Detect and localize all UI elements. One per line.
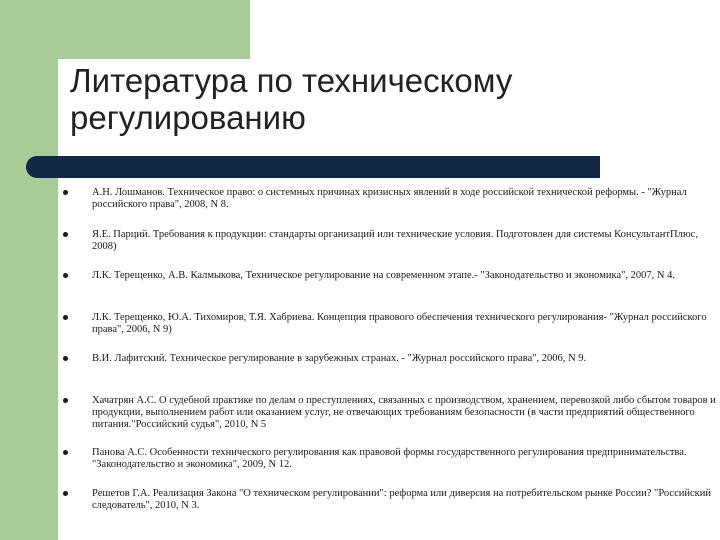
reference-text: Панова А.С. Особенности технического регулирования как правовой формы государственного регулирования предпринимательства. "Законодательство и экономика", 2009, N 12.	[92, 446, 687, 470]
reference-text: В.И. Лафитский. Техническое регулирование в зарубежных странах. - "Журнал российского права", 2006, N 9.	[92, 353, 587, 364]
bullet-icon	[63, 190, 68, 195]
bullet-icon	[63, 232, 68, 237]
reference-item	[60, 447, 716, 489]
bullet-icon	[63, 356, 68, 361]
bullet-icon	[63, 273, 68, 278]
reference-text: А.Н. Лошманов. Техническое право: о системных причинах кризисных явлений в ходе российской технической реформы. - "Журнал российского права", 2008, N 8.	[92, 187, 687, 210]
bullet-icon	[63, 491, 68, 496]
bullet-icon	[63, 450, 68, 455]
reference-item	[60, 488, 716, 530]
title-divider	[26, 156, 600, 178]
reference-text: Решетов Г.А. Реализация Закона "О техническом регулировании": реформа или диверсия на потребительском рынке России? "Российский следователь", 2010, N 3.	[92, 488, 711, 511]
reference-list	[60, 187, 716, 530]
reference-text: Л.К. Терещенко, Ю.А. Тихомиров, Т.Я. Хабриева. Концепция правового обеспечения технического регулирования- "Журнал российского права", 2006, N 9)	[92, 311, 707, 335]
left-accent-bar	[0, 0, 58, 540]
bullet-icon	[63, 315, 68, 320]
top-accent-block	[58, 0, 250, 59]
reference-item	[60, 229, 716, 271]
reference-item	[60, 312, 716, 354]
reference-item	[60, 353, 716, 395]
slide-title: Литература по техническому регулированию	[70, 62, 513, 136]
reference-item	[60, 395, 716, 447]
reference-text: Л.К. Терещенко, А.В. Калмыкова, Техническое регулирование на современном этапе.- "Законодательство и экономика", 2007, N 4.	[92, 270, 675, 281]
bullet-icon	[63, 398, 68, 403]
reference-text: Хачатрян А.С. О судебной практике по делам о преступлениях, связанных с производством, хранением, перевозкой либо сбытом товаров и продукции, выполнением работ или оказанием услуг, не отвечающих требованиям безопасности (в части предприятий общественного питания."Российский судья", 2010, N 5	[92, 394, 716, 430]
reference-item	[60, 187, 716, 229]
reference-item	[60, 270, 716, 312]
reference-text: Я.Е. Парций. Требования к продукции: стандарты организаций или технические условия. Подготовлен для системы КонсультантПлюс, 2008)	[92, 228, 698, 252]
